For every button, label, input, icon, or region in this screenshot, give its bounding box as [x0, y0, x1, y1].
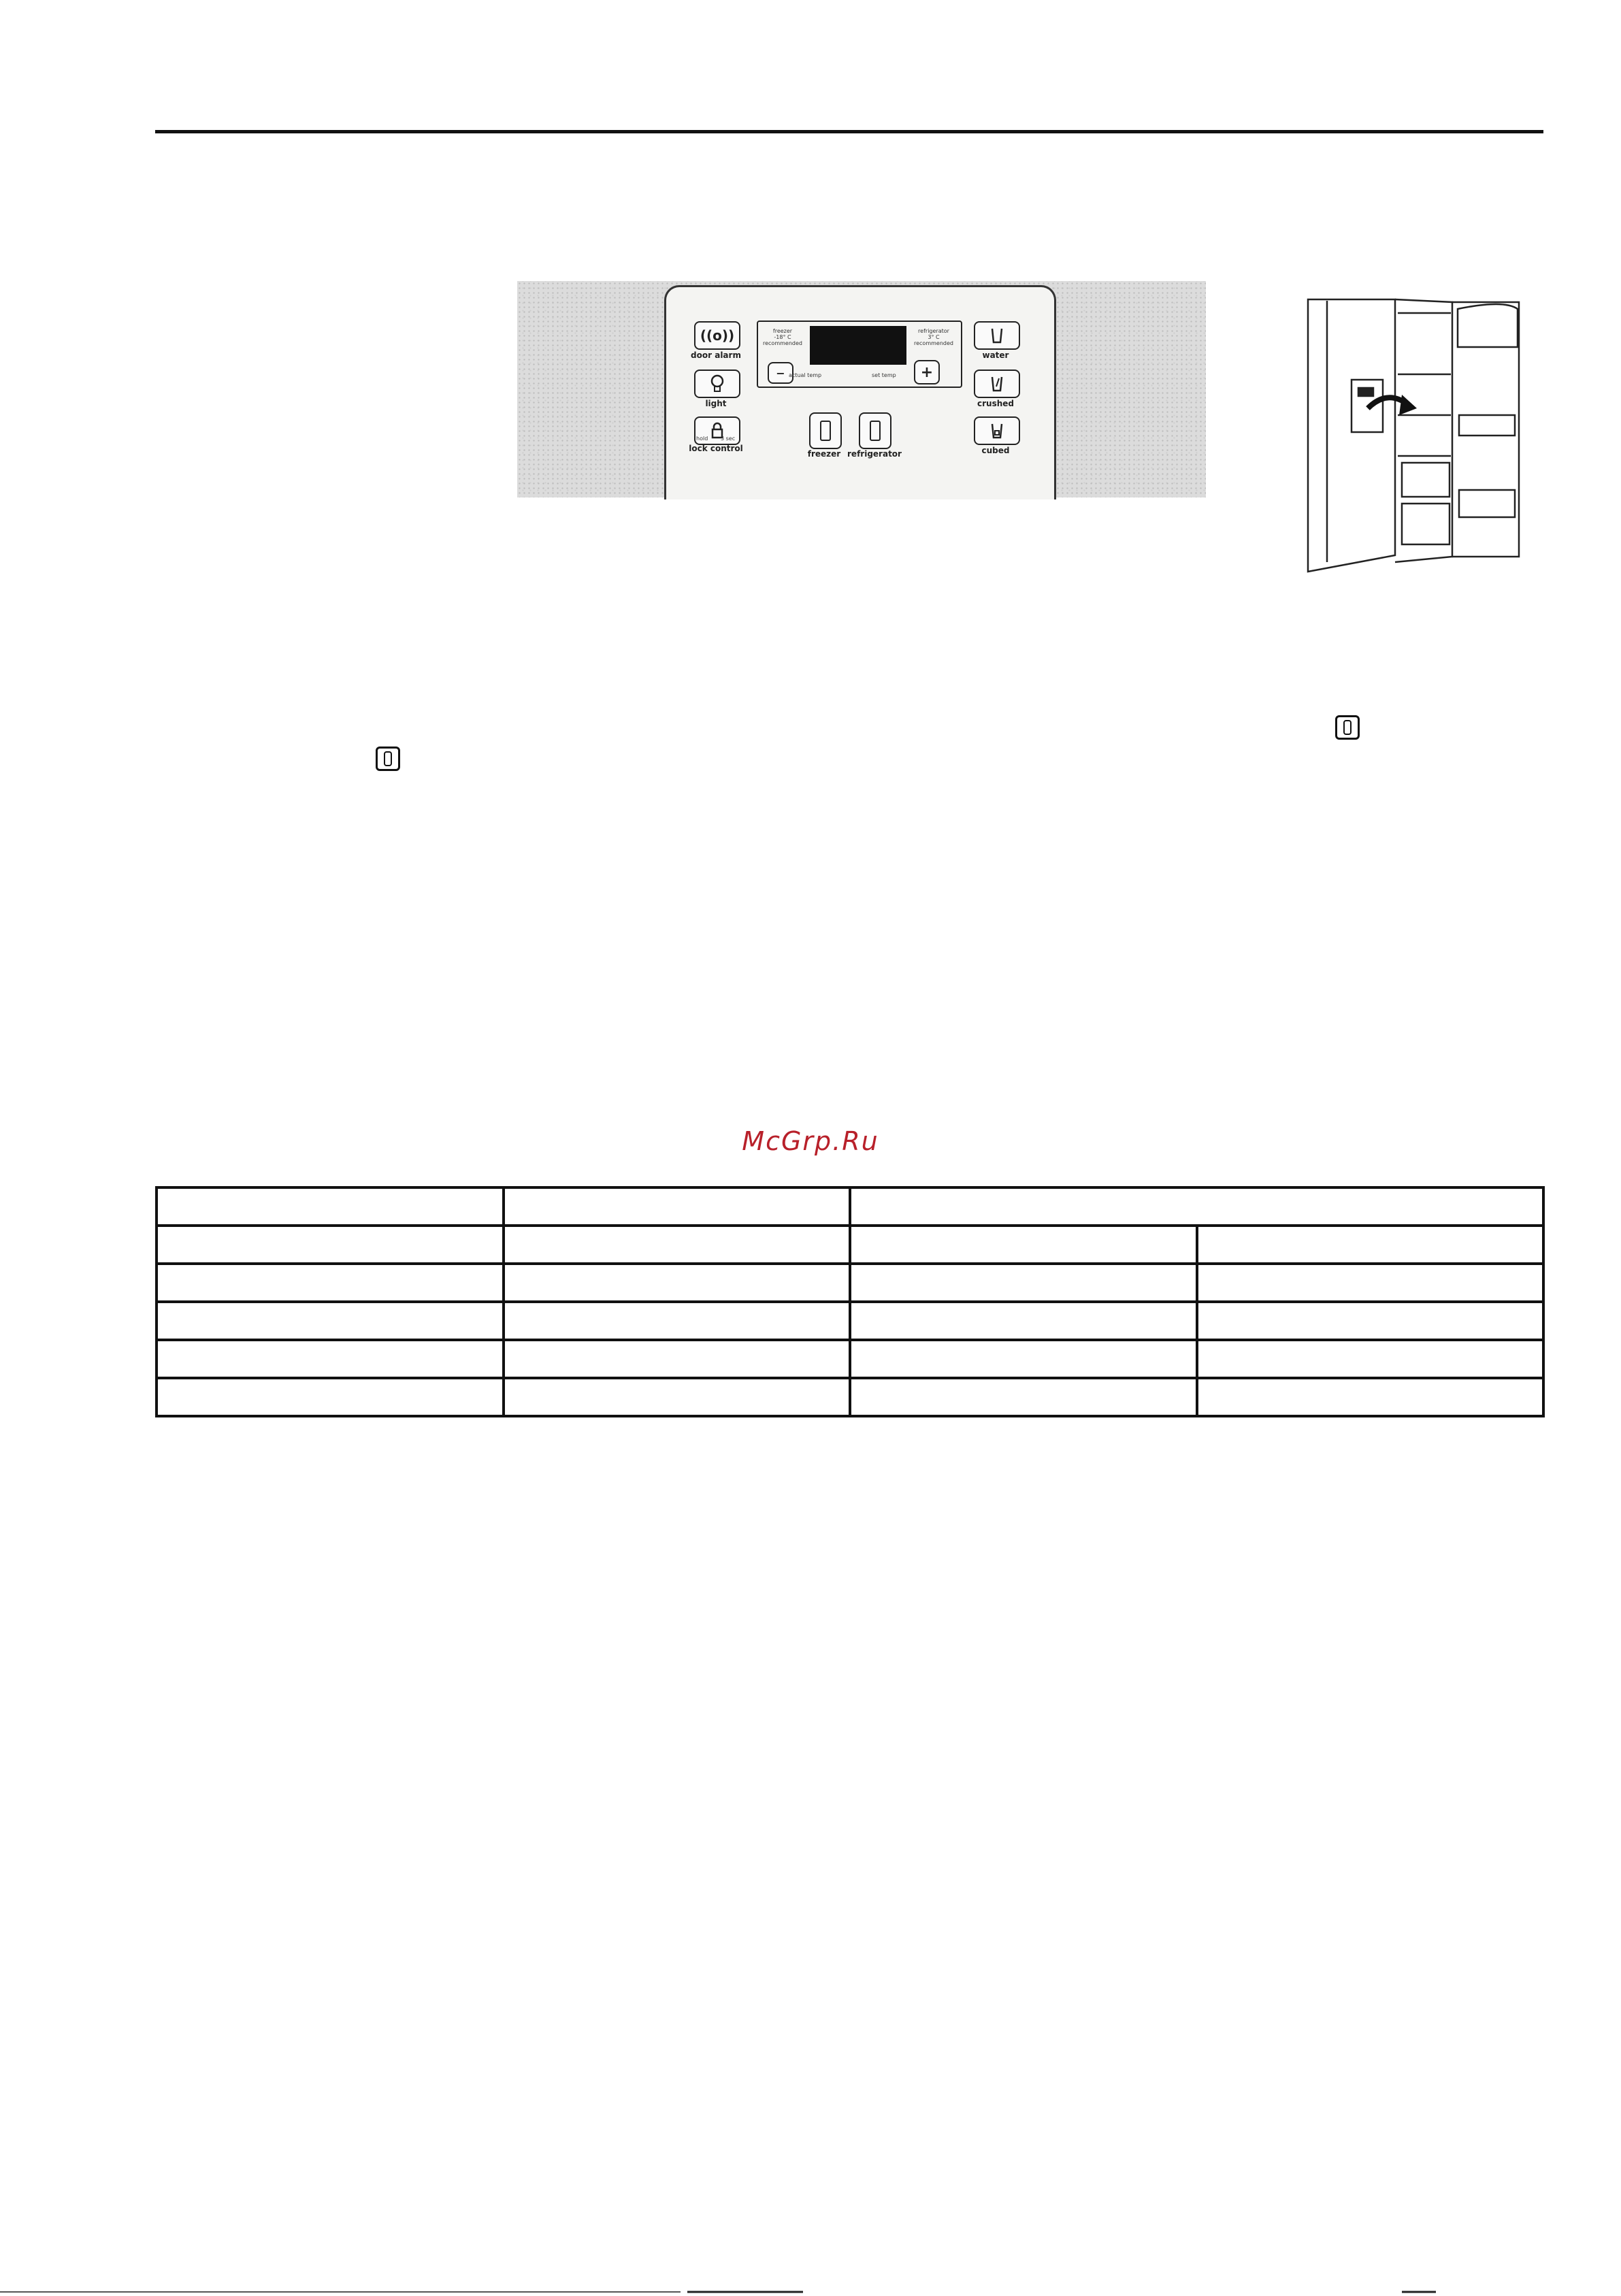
door-alarm-icon: ((o)): [694, 321, 740, 350]
table-cell: [157, 1226, 504, 1264]
table-cell: [850, 1378, 1197, 1416]
crushed-ice-icon: [974, 370, 1020, 398]
table-cell: [850, 1187, 1543, 1226]
table-cell: [850, 1340, 1197, 1378]
freezer-button-label: freezer: [807, 449, 841, 459]
table-cell: [504, 1340, 851, 1378]
lock-control-label: lock control: [689, 444, 743, 453]
table-cell: [1197, 1226, 1544, 1264]
table-cell: [504, 1378, 851, 1416]
scan-edge-marks: [0, 2283, 1621, 2286]
light-label: light: [705, 399, 727, 408]
door-alarm-label: door alarm: [691, 350, 741, 360]
table-cell: [157, 1187, 504, 1226]
table-cell: [1197, 1378, 1544, 1416]
light-bulb-icon: [694, 370, 740, 398]
table-cell: [504, 1187, 851, 1226]
refrigerator-door-icon: [859, 412, 891, 449]
water-label: water: [982, 350, 1009, 360]
table-row: [157, 1264, 1543, 1302]
refrigerator-button-label: refrigerator: [847, 449, 902, 459]
table-cell: [504, 1264, 851, 1302]
refrigerator-recommended-label: refrigerator 3° C recommended: [914, 328, 953, 346]
table-cell: [1197, 1340, 1544, 1378]
table-cell: [157, 1378, 504, 1416]
plus-icon: +: [914, 360, 940, 384]
crushed-label: crushed: [977, 399, 1014, 408]
actual-temp-label: actual temp: [789, 372, 822, 378]
table-cell: [157, 1302, 504, 1340]
table-header-row: [157, 1187, 1543, 1226]
minus-icon: −: [768, 362, 793, 384]
header-rule: [155, 130, 1543, 133]
table-cell: [157, 1340, 504, 1378]
watermark: McGrp.Ru: [742, 1126, 879, 1156]
table-row: [157, 1226, 1543, 1264]
cubed-label: cubed: [981, 446, 1010, 455]
settings-table: [155, 1186, 1545, 1417]
hold-label: hold: [696, 436, 708, 442]
three-sec-label: 3 sec: [721, 436, 736, 442]
freezer-door-icon: [809, 412, 842, 449]
table-cell: [504, 1226, 851, 1264]
table-cell: [850, 1264, 1197, 1302]
temperature-display: [810, 326, 906, 365]
table-cell: [157, 1264, 504, 1302]
refrigerator-button-icon: [1335, 715, 1360, 740]
freezer-button-icon: [376, 747, 400, 771]
table-row: [157, 1378, 1543, 1416]
table-cell: [1197, 1302, 1544, 1340]
table-cell: [850, 1302, 1197, 1340]
table-row: [157, 1302, 1543, 1340]
water-glass-icon: [974, 321, 1020, 350]
refrigerator-illustration: [1300, 293, 1531, 582]
control-panel-illustration: [664, 285, 1056, 499]
table-row: [157, 1340, 1543, 1378]
freezer-recommended-label: freezer -18° C recommended: [763, 328, 802, 346]
table-cell: [850, 1226, 1197, 1264]
set-temp-label: set temp: [872, 372, 896, 378]
table-cell: [1197, 1264, 1544, 1302]
table-cell: [504, 1302, 851, 1340]
cubed-ice-icon: [974, 416, 1020, 445]
